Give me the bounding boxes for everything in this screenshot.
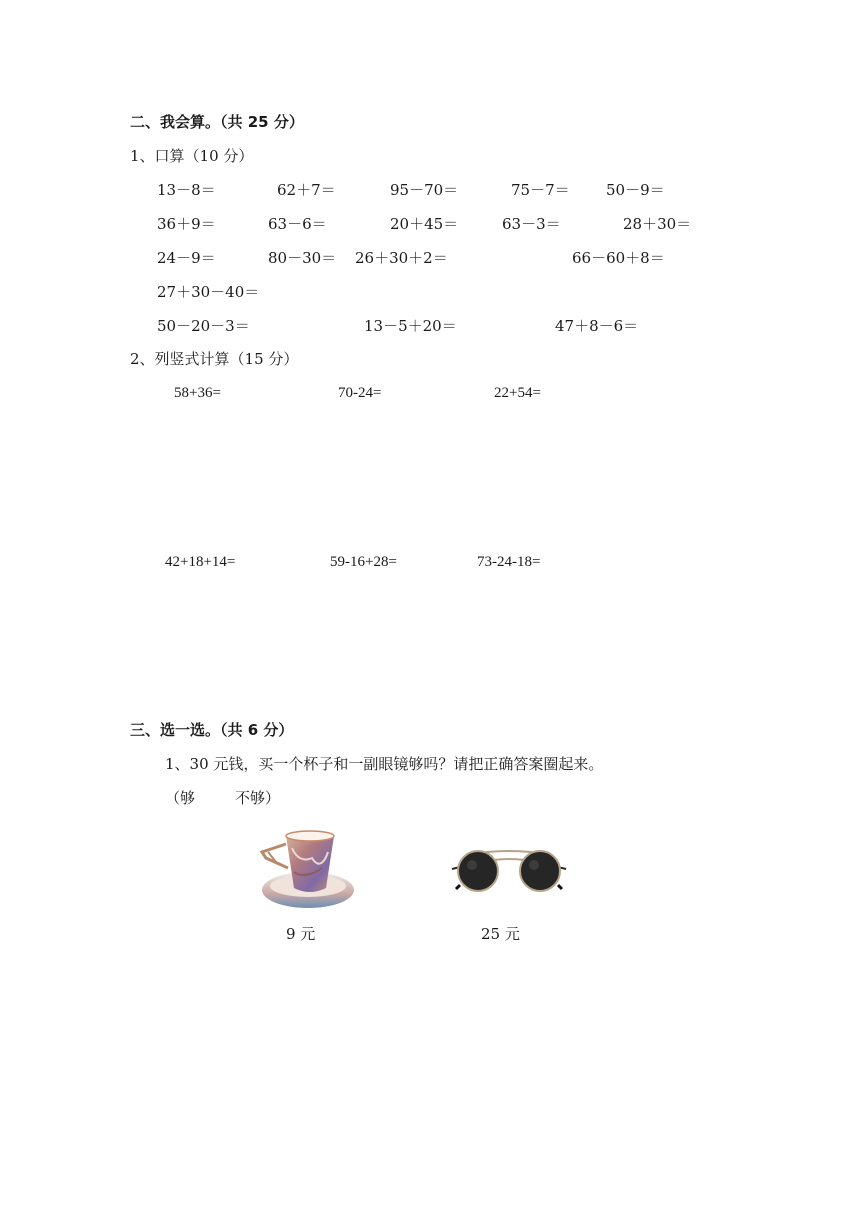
oral-item: 28＋30＝	[623, 215, 692, 233]
oral-item: 13－5＋20＝	[364, 317, 457, 335]
vertical-calc-item: 22+54=	[494, 385, 541, 401]
oral-item: 26＋30＋2＝	[355, 249, 448, 267]
vertical-calc-item: 59-16+28=	[330, 554, 397, 570]
section-3-title: 三、选一选。（共 6 分）	[130, 721, 294, 739]
cup-price: 9 元	[286, 925, 316, 943]
oral-item: 20＋45＝	[390, 215, 459, 233]
oral-item: 50－9＝	[606, 181, 665, 199]
oral-item: 27＋30－40＝	[157, 283, 260, 301]
oral-item: 63－3＝	[502, 215, 561, 233]
oral-item: 63－6＝	[268, 215, 327, 233]
section-2-title: 二、我会算。（共 25 分）	[130, 113, 304, 131]
teacup-image	[258, 828, 356, 914]
option-not-enough: 不够）	[235, 789, 281, 807]
vertical-calc-item: 58+36=	[174, 385, 221, 401]
q2-label: 2、列竖式计算（15 分）	[130, 350, 299, 368]
oral-item: 47＋8－6＝	[555, 317, 639, 335]
q1-label: 1、口算（10 分）	[130, 147, 254, 165]
oral-item: 66－60＋8＝	[572, 249, 665, 267]
vertical-calc-item: 42+18+14=	[165, 554, 236, 570]
oral-item: 36＋9＝	[157, 215, 216, 233]
sunglasses-price: 25 元	[481, 925, 520, 943]
q3-question: 1、30 元钱，买一个杯子和一副眼镜够吗？请把正确答案圈起来。	[165, 755, 604, 773]
oral-item: 75－7＝	[511, 181, 570, 199]
oral-item: 62＋7＝	[277, 181, 336, 199]
oral-item: 95－70＝	[390, 181, 459, 199]
oral-item: 13－8＝	[157, 181, 216, 199]
option-enough: （够	[165, 789, 196, 807]
oral-item: 80－30＝	[268, 249, 337, 267]
oral-item: 50－20－3＝	[157, 317, 250, 335]
sunglasses-image	[448, 845, 570, 893]
oral-item: 24－9＝	[157, 249, 216, 267]
vertical-calc-item: 73-24-18=	[477, 554, 541, 570]
vertical-calc-item: 70-24=	[338, 385, 382, 401]
